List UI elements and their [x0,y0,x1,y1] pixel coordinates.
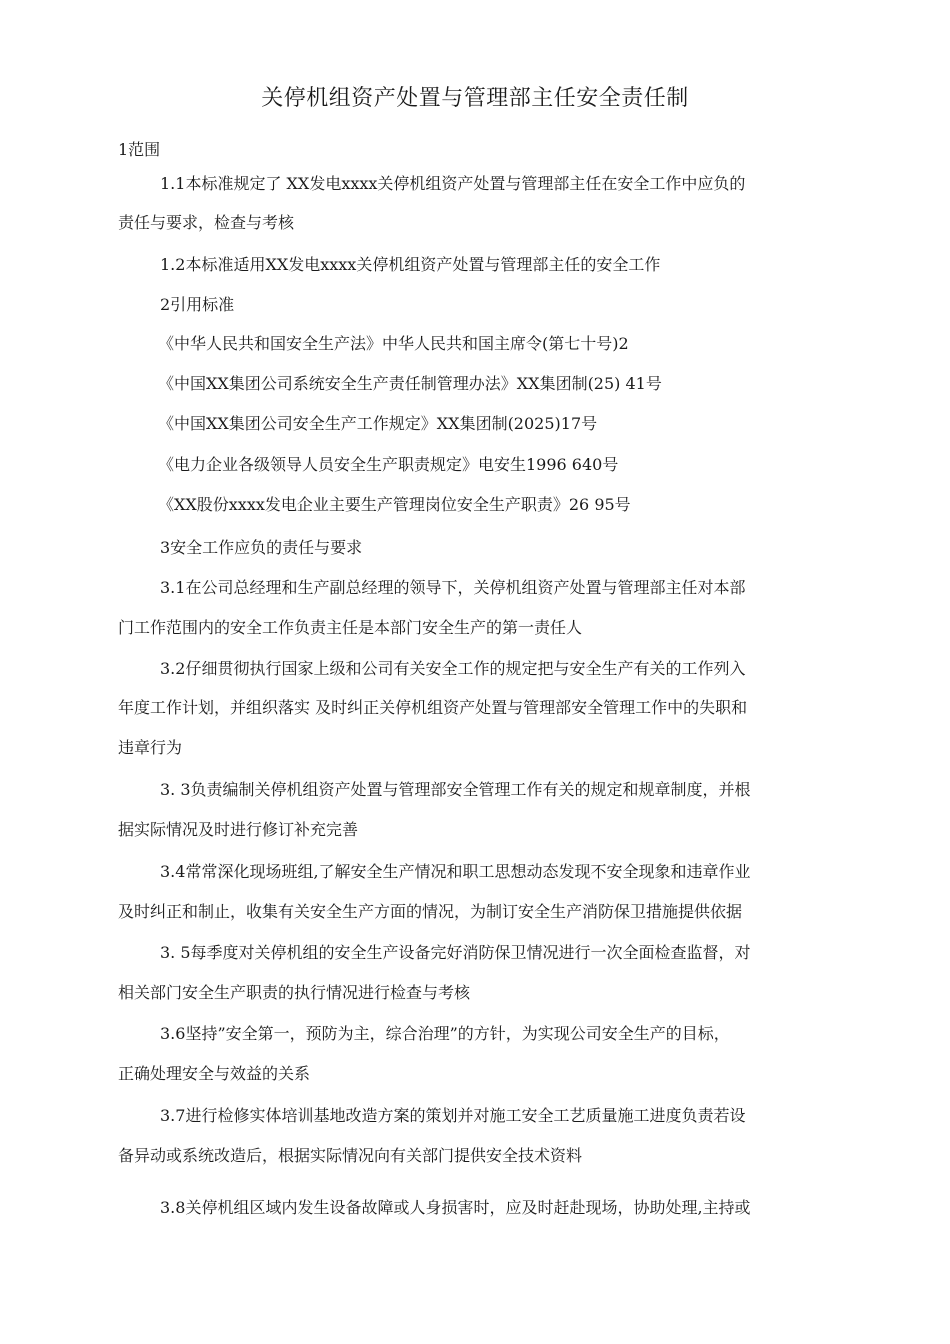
paragraph-line: 相关部门安全生产职责的执行情况进行检查与考核 [118,983,471,1002]
paragraph-line: 1.2本标准适用XX发电xxxx关停机组资产处置与管理部主任的安全工作 [160,255,661,274]
paragraph-line: 及时纠正和制止，收集有关安全生产方面的情况，为制订安全生产消防保卫措施提供依据 [118,902,743,921]
section-heading: 3安全工作应负的责任与要求 [160,538,363,557]
paragraph-line: 3.8关停机组区域内发生设备故障或人身损害时，应及时赶赴现场，协助处理,主持或 [160,1198,751,1217]
paragraph-line: 门工作范围内的安全工作负责主任是本部门安全生产的第一责任人 [118,618,583,637]
paragraph-line: 3.1在公司总经理和生产副总经理的领导下，关停机组资产处置与管理部主任对本部 [160,578,746,597]
reference-item: 《中国XX集团公司安全生产工作规定》XX集团制(2025)17号 [158,414,598,433]
reference-item: 《电力企业各级领导人员安全生产职责规定》电安生1996 640号 [158,455,619,474]
reference-item: 《中国XX集团公司系统安全生产责任制管理办法》XX集团制(25) 41号 [158,374,662,393]
reference-item: 《中华人民共和国安全生产法》中华人民共和国主席令(第七十号)2 [158,334,629,353]
paragraph-line: 备异动或系统改造后，根据实际情况向有关部门提供安全技术资料 [118,1146,583,1165]
paragraph-line: 3. 3负责编制关停机组资产处置与管理部安全管理工作有关的规定和规章制度，并根 [160,780,751,799]
paragraph-line: 正确处理安全与效益的关系 [118,1064,311,1083]
paragraph-line: 3.2仔细贯彻执行国家上级和公司有关安全工作的规定把与安全生产有关的工作列入 [160,659,746,678]
paragraph-line: 违章行为 [118,738,183,757]
reference-item: 《XX股份xxxx发电企业主要生产管理岗位安全生产职责》26 95号 [158,495,631,514]
section-heading: 2引用标准 [160,295,235,314]
paragraph-line: 3.4常常深化现场班组,了解安全生产情况和职工思想动态发现不安全现象和违章作业 [160,862,751,881]
paragraph-line: 3.6坚持”安全第一，预防为主，综合治理”的方针，为实现公司安全生产的目标， [160,1024,730,1043]
paragraph-line: 年度工作计划，并组织落实 及时纠正关停机组资产处置与管理部安全管理工作中的失职和 [118,698,748,717]
section-heading: 1范围 [118,140,161,159]
paragraph-line: 3. 5每季度对关停机组的安全生产设备完好消防保卫情况进行一次全面检查监督，对 [160,943,751,962]
paragraph-line: 1.1本标准规定了 XX发电xxxx关停机组资产处置与管理部主任在安全工作中应负的 [160,174,746,193]
paragraph-line: 责任与要求，检查与考核 [118,213,295,232]
paragraph-line: 据实际情况及时进行修订补充完善 [118,820,359,839]
document-title: 关停机组资产处置与管理部主任安全责任制 [261,86,689,111]
paragraph-line: 3.7进行检修实体培训基地改造方案的策划并对施工安全工艺质量施工进度负责若设 [160,1106,746,1125]
